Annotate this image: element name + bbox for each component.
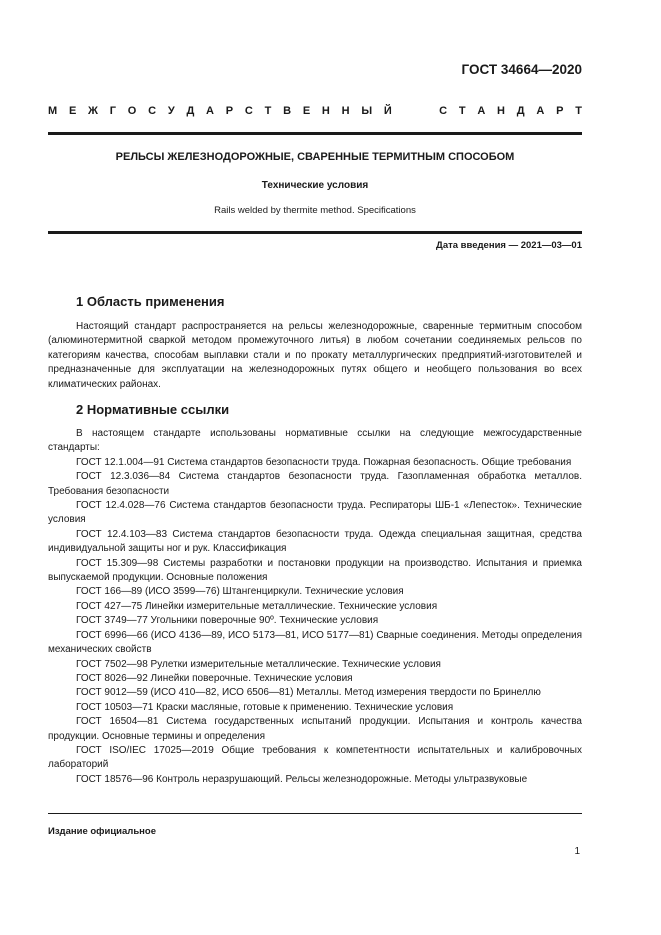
section-1-paragraph: Настоящий стандарт распространяется на рельсы железнодорожные, сваренные термитным способом (алюминотермитной сваркой методом промежуточного литья) в любом сочетании соединяемых рельсов по категориям качества, способам выплавки стали и по прокату металлургических предприятий-изготовителей и предназначенные для эксплуатации на железнодорожных путях общего и необщего пользования во всех климатических районах. — [48, 321, 582, 390]
interstate-letter — [421, 105, 427, 117]
page-number: 1 — [574, 846, 580, 857]
section-2-body — [48, 427, 582, 787]
document-title: РЕЛЬСЫ ЖЕЛЕЗНОДОРОЖНЫЕ, СВАРЕННЫЕ ТЕРМИТНЫМ СПОСОБОМ — [115, 151, 515, 163]
reference-item: ГОСТ ISO/IEC 17025—2019 Общие требования к компетентности испытательных и калибровочных лабораторий — [48, 744, 582, 771]
interstate-letter: Г — [109, 105, 117, 117]
interstate-letter: Е — [68, 105, 77, 117]
reference-item: ГОСТ 12.3.036—84 Система стандартов безопасности труда. Газопламенная обработка металлов. Требования безопасности — [48, 471, 582, 497]
header-rule-bottom — [48, 231, 582, 234]
interstate-letter: Т — [575, 105, 582, 117]
section-1-heading: 1 Область применения — [76, 294, 225, 309]
interstate-letter: Ж — [88, 105, 98, 117]
reference-item: ГОСТ 15.309—98 Системы разработки и постановки продукции на производство. Испытания и приемка выпускаемой продукции. Основные положения — [48, 557, 582, 584]
reference-item: ГОСТ 12.1.004—91 Система стандартов безопасности труда. Пожарная безопасность. Общие требования — [76, 456, 572, 468]
interstate-letter: Д — [516, 105, 525, 117]
reference-item: ГОСТ 12.4.103—83 Система стандартов безопасности труда. Одежда специальная защитная, средства индивидуальной защиты ног и рук. Классификация — [48, 528, 582, 555]
interstate-letter: М — [48, 105, 58, 117]
interstate-letter: Т — [264, 105, 272, 117]
reference-item: ГОСТ 427—75 Линейки измерительные металлические. Технические условия — [76, 600, 438, 612]
interstate-letter: С — [148, 105, 157, 117]
interstate-letter: Й — [383, 105, 392, 117]
interstate-letter: А — [206, 105, 214, 117]
footer-rule — [48, 813, 582, 814]
edition-label: Издание официальное — [48, 826, 156, 837]
interstate-letter: Н — [341, 105, 350, 117]
interstate-letter: Т — [458, 105, 466, 117]
section-2-intro: В настоящем стандарте использованы нормативные ссылки на следующие межгосударственные стандарты: — [48, 428, 582, 454]
reference-item: ГОСТ 9012—59 (ИСО 410—82, ИСО 6506—81) Металлы. Метод измерения твердости по Бринеллю — [76, 687, 541, 699]
interstate-letter: А — [536, 105, 545, 117]
reference-item: ГОСТ 6996—66 (ИСО 4136—89, ИСО 5173—81, ИСО 5177—81) Сварные соединения. Методы определения механических свойств — [48, 629, 582, 656]
interstate-letter: В — [283, 105, 292, 117]
reference-item: ГОСТ 8026—92 Линейки поверочные. Технические условия — [76, 672, 353, 684]
interstate-letter: Ы — [361, 105, 373, 117]
interstate-letter: Е — [302, 105, 311, 117]
references-list — [48, 456, 582, 787]
interstate-letter — [404, 105, 410, 117]
document-subtitle: Технические условия — [261, 180, 369, 191]
interstate-letter: С — [244, 105, 253, 117]
section-1-body — [48, 320, 582, 392]
reference-item: ГОСТ 10503—71 Краски масляные, готовые к применению. Технические условия — [76, 701, 454, 713]
reference-item: ГОСТ 12.4.028—76 Система стандартов безопасности труда. Респираторы ШБ-1 «Лепесток». Технические условия — [48, 500, 582, 526]
interstate-letter: У — [167, 105, 175, 117]
reference-item: ГОСТ 16504—81 Система государственных испытаний продукции. Испытания и контроль качества продукции. Основные термины и определения — [48, 716, 582, 742]
header-rule-top — [48, 132, 582, 135]
interstate-letter: А — [477, 105, 486, 117]
interstate-letter: Д — [186, 105, 195, 117]
interstate-standard-heading — [48, 105, 582, 117]
interstate-letter: Р — [225, 105, 234, 117]
reference-item: ГОСТ 3749—77 Угольники поверочные 90º. Технические условия — [76, 615, 379, 627]
interstate-letter: О — [127, 105, 137, 117]
reference-item: ГОСТ 7502—98 Рулетки измерительные металлические. Технические условия — [76, 658, 441, 670]
introduction-date: Дата введения — 2021—03—01 — [436, 240, 582, 251]
document-english-title: Rails welded by thermite method. Specifications — [214, 205, 416, 216]
interstate-letter: Н — [321, 105, 330, 117]
interstate-letter: Р — [556, 105, 564, 117]
reference-item: ГОСТ 18576—96 Контроль неразрушающий. Рельсы железнодорожные. Методы ультразвуковые — [76, 773, 528, 785]
section-2-heading: 2 Нормативные ссылки — [76, 402, 230, 417]
interstate-letter: С — [439, 105, 448, 117]
gost-number: ГОСТ 34664—2020 — [461, 62, 582, 77]
reference-item: ГОСТ 166—89 (ИСО 3599—76) Штангенциркули. Технические условия — [76, 586, 404, 598]
interstate-letter: Н — [497, 105, 505, 117]
